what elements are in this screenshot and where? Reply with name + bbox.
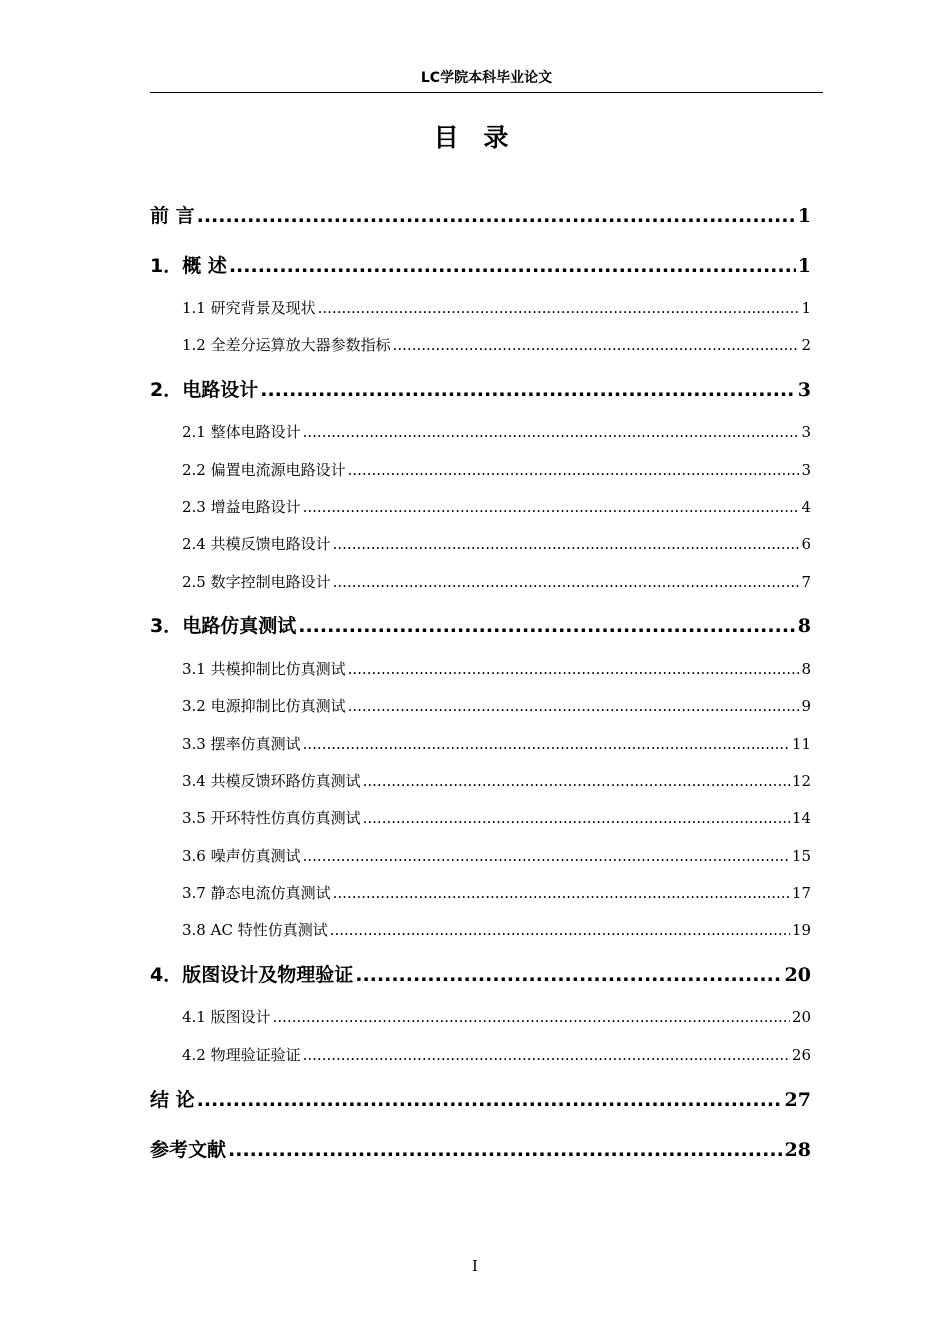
toc-entry-ch4[interactable] bbox=[150, 960, 811, 987]
leader-dots bbox=[363, 772, 790, 790]
leader-dots bbox=[348, 461, 800, 479]
toc-label: 3.4 共模反馈环路仿真测试 bbox=[182, 772, 361, 790]
toc-label: 2.4 共模反馈电路设计 bbox=[182, 535, 331, 553]
toc-label: 3.6 噪声仿真测试 bbox=[182, 847, 301, 865]
toc-page: 1 bbox=[801, 299, 811, 317]
toc-page: 26 bbox=[791, 1046, 811, 1064]
toc-title: 目 录 bbox=[433, 123, 517, 152]
toc-entry-4-1[interactable] bbox=[182, 1006, 811, 1027]
toc-label: 2.2 偏置电流源电路设计 bbox=[182, 461, 346, 479]
leader-dots bbox=[303, 847, 790, 865]
toc-entry-3-5[interactable] bbox=[182, 807, 811, 828]
leader-dots bbox=[348, 660, 800, 678]
toc-label: 3.5 开环特性仿真仿真测试 bbox=[182, 809, 361, 827]
toc-entry-2-4[interactable] bbox=[182, 533, 811, 554]
toc-page: 7 bbox=[801, 573, 811, 591]
toc-entry-1-1[interactable] bbox=[182, 297, 811, 318]
leader-dots bbox=[355, 964, 782, 986]
toc-label: 1.2 全差分运算放大器参数指标 bbox=[182, 336, 391, 354]
toc-label: 结 论 bbox=[150, 1089, 195, 1111]
leader-dots bbox=[229, 255, 796, 277]
toc-page: 8 bbox=[801, 660, 811, 678]
toc-entry-references[interactable] bbox=[150, 1135, 811, 1162]
toc-page: 27 bbox=[784, 1089, 811, 1111]
toc-entry-3-8[interactable] bbox=[182, 919, 811, 940]
toc-entry-ch1[interactable] bbox=[150, 251, 811, 278]
toc-page: 3 bbox=[797, 379, 811, 401]
toc-entry-3-1[interactable] bbox=[182, 658, 811, 679]
toc-page: 3 bbox=[801, 461, 811, 479]
toc-label: 3.3 摆率仿真测试 bbox=[182, 735, 301, 753]
leader-dots bbox=[298, 615, 796, 637]
toc-entry-3-6[interactable] bbox=[182, 845, 811, 866]
toc-entry-ch2[interactable] bbox=[150, 375, 811, 402]
toc-page: 11 bbox=[791, 735, 811, 753]
toc-entry-preface[interactable] bbox=[150, 201, 811, 228]
leader-dots bbox=[303, 1046, 790, 1064]
toc-entry-2-2[interactable] bbox=[182, 459, 811, 480]
toc-label: 3.1 共模抑制比仿真测试 bbox=[182, 660, 346, 678]
toc-entry-2-1[interactable] bbox=[182, 421, 811, 442]
leader-dots bbox=[330, 921, 790, 939]
toc-page: 9 bbox=[801, 697, 811, 715]
toc-entry-3-4[interactable] bbox=[182, 770, 811, 791]
toc-label: 4.2 物理验证验证 bbox=[182, 1046, 301, 1064]
leader-dots bbox=[260, 379, 796, 401]
leader-dots bbox=[333, 535, 800, 553]
toc-label: 1.1 研究背景及现状 bbox=[182, 299, 316, 317]
leader-dots bbox=[333, 884, 790, 902]
toc-label: 1．概 述 bbox=[150, 255, 227, 277]
toc-page: 2 bbox=[801, 336, 811, 354]
toc-label: 4.1 版图设计 bbox=[182, 1008, 271, 1026]
toc-page: 19 bbox=[791, 921, 811, 939]
toc-entry-1-2[interactable] bbox=[182, 334, 811, 355]
toc-label: 2．电路设计 bbox=[150, 379, 259, 401]
toc-label: 参考文献 bbox=[150, 1139, 227, 1161]
toc-page: 6 bbox=[801, 535, 811, 553]
leader-dots bbox=[348, 697, 800, 715]
toc-entry-4-2[interactable] bbox=[182, 1044, 811, 1065]
toc-entry-conclusion[interactable] bbox=[150, 1085, 811, 1112]
toc-page: 28 bbox=[784, 1139, 811, 1161]
leader-dots bbox=[273, 1008, 790, 1026]
toc-page: 15 bbox=[791, 847, 811, 865]
leader-dots bbox=[303, 498, 800, 516]
toc-label: 4．版图设计及物理验证 bbox=[150, 964, 354, 986]
leader-dots bbox=[197, 205, 796, 227]
toc-label: 3.7 静态电流仿真测试 bbox=[182, 884, 331, 902]
toc-entry-3-7[interactable] bbox=[182, 882, 811, 903]
toc-entry-3-3[interactable] bbox=[182, 733, 811, 754]
toc-entry-3-2[interactable] bbox=[182, 695, 811, 716]
leader-dots bbox=[228, 1139, 783, 1161]
toc-page: 12 bbox=[791, 772, 811, 790]
leader-dots bbox=[303, 423, 800, 441]
toc-label: 3.8 AC 特性仿真测试 bbox=[182, 921, 328, 939]
toc-page: 20 bbox=[784, 964, 811, 986]
toc-label: 3．电路仿真测试 bbox=[150, 615, 297, 637]
toc-entry-2-5[interactable] bbox=[182, 571, 811, 592]
toc-page: 20 bbox=[791, 1008, 811, 1026]
leader-dots bbox=[318, 299, 800, 317]
toc-entry-2-3[interactable] bbox=[182, 496, 811, 517]
toc-page: 14 bbox=[791, 809, 811, 827]
toc-label: 2.1 整体电路设计 bbox=[182, 423, 301, 441]
toc-page: 17 bbox=[791, 884, 811, 902]
toc-entry-ch3[interactable] bbox=[150, 611, 811, 638]
leader-dots bbox=[333, 573, 800, 591]
toc-label: 2.3 增益电路设计 bbox=[182, 498, 301, 516]
leader-dots bbox=[303, 735, 790, 753]
toc-page: 8 bbox=[797, 615, 811, 637]
toc-label: 3.2 电源抑制比仿真测试 bbox=[182, 697, 346, 715]
toc-label: 2.5 数字控制电路设计 bbox=[182, 573, 331, 591]
page-number: I bbox=[472, 1257, 478, 1275]
toc-page: 1 bbox=[797, 205, 811, 227]
toc-page: 3 bbox=[801, 423, 811, 441]
toc-page: 4 bbox=[801, 498, 811, 516]
leader-dots bbox=[363, 809, 790, 827]
leader-dots bbox=[393, 336, 800, 354]
leader-dots bbox=[197, 1089, 783, 1111]
running-header: LC学院本科毕业论文 bbox=[150, 64, 823, 93]
toc-label: 前 言 bbox=[150, 205, 195, 227]
toc-page: 1 bbox=[797, 255, 811, 277]
